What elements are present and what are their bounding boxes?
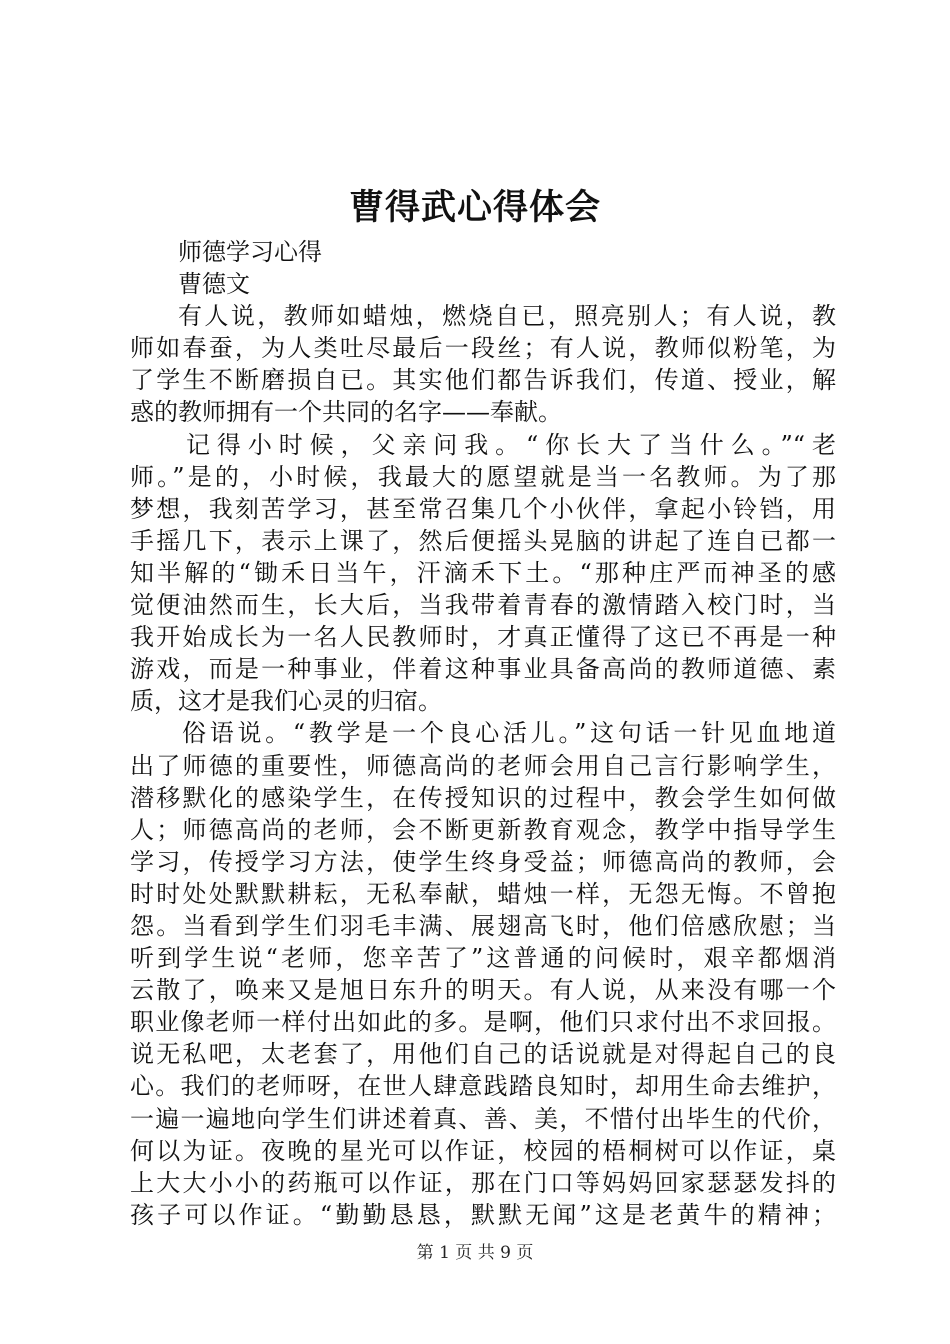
paragraph-line: 手摇几下，表示上课了，然后便摇头晃脑的讲起了连自已都一 [130,526,836,555]
paragraph-line: 我开始成长为一名人民教师时，才真正懂得了这已不再是一种 [130,623,836,652]
paragraph-line: 何以为证。夜晚的星光可以作证，校园的梧桐树可以作证，桌 [130,1136,836,1165]
paragraph-line: 质，这才是我们心灵的归宿。 [130,687,442,716]
subtitle-line: 师德学习心得 [178,238,322,266]
paragraph-line: 师。”是的，小时候，我最大的愿望就是当一名教师。为了那 [130,462,836,491]
paragraph-line: 职业像老师一样付出如此的多。是啊，他们只求付出不求回报。 [130,1008,836,1037]
paragraph-line: 潜移默化的感染学生，在传授知识的过程中，教会学生如何做 [130,783,836,812]
paragraph-line: 游戏，而是一种事业，伴着这种事业具备高尚的教师道德、素 [130,655,836,684]
paragraph-line: 怨。当看到学生们羽毛丰满、展翅高飞时，他们倍感欣慰；当 [130,911,836,940]
paragraph-line: 人；师德高尚的老师，会不断更新教育观念，教学中指导学生 [130,815,836,844]
paragraph-line: 知半解的“锄禾日当午，汗滴禾下土。“那种庄严而神圣的感 [130,558,836,587]
paragraph-line: 惑的教师拥有一个共同的名字——奉献。 [130,398,562,427]
paragraph-line: 觉便油然而生，长大后，当我带着青春的激情踏入校门时，当 [130,591,836,620]
paragraph-line: 时时处处默默耕耘，无私奉献，蜡烛一样，无怨无悔。不曾抱 [130,879,836,908]
paragraph-line: 出了师德的重要性，师德高尚的老师会用自己言行影响学生， [130,751,836,780]
paragraph-line: 孩子可以作证。“勤勤恳恳，默默无闻”这是老黄牛的精神； [130,1200,836,1229]
paragraph-line: 俗语说。“教学是一个良心活儿。”这句话一针见血地道 [182,719,836,748]
page-footer: 第 1 页 共 9 页 [416,1243,534,1263]
paragraph-line: 听到学生说“老师，您辛苦了”这普通的问候时，艰辛都烟消 [130,944,836,973]
paragraph-line: 梦想，我刻苦学习，甚至常召集几个小伙伴，拿起小铃铛，用 [130,494,836,523]
paragraph-line: 记得小时候，父亲问我。“你长大了当什么。”“老 [186,430,836,459]
paragraph-line: 有人说，教师如蜡烛，燃烧自已，照亮别人；有人说，教 [178,302,836,331]
document-title: 曹得武心得体会 [348,187,601,228]
paragraph-line: 了学生不断磨损自已。其实他们都告诉我们，传道、授业，解 [130,366,836,395]
paragraph-line: 师如春蚕，为人类吐尽最后一段丝；有人说，教师似粉笔，为 [130,334,836,363]
paragraph-line: 上大大小小的药瓶可以作证，那在门口等妈妈回家瑟瑟发抖的 [130,1168,836,1197]
paragraph-line: 云散了，唤来又是旭日东升的明天。有人说，从来没有哪一个 [130,976,836,1005]
paragraph-line: 心。我们的老师呀，在世人肆意践踏良知时，却用生命去维护， [130,1072,836,1101]
document-body [130,236,836,1231]
author-line: 曹德文 [178,270,250,299]
paragraph-line: 一遍一遍地向学生们讲述着真、善、美，不惜付出毕生的代价， [130,1104,836,1133]
paragraph-line: 学习，传授学习方法，使学生终身受益；师德高尚的教师，会 [130,847,836,876]
paragraph-line: 说无私吧，太老套了，用他们自己的话说就是对得起自己的良 [130,1040,836,1069]
